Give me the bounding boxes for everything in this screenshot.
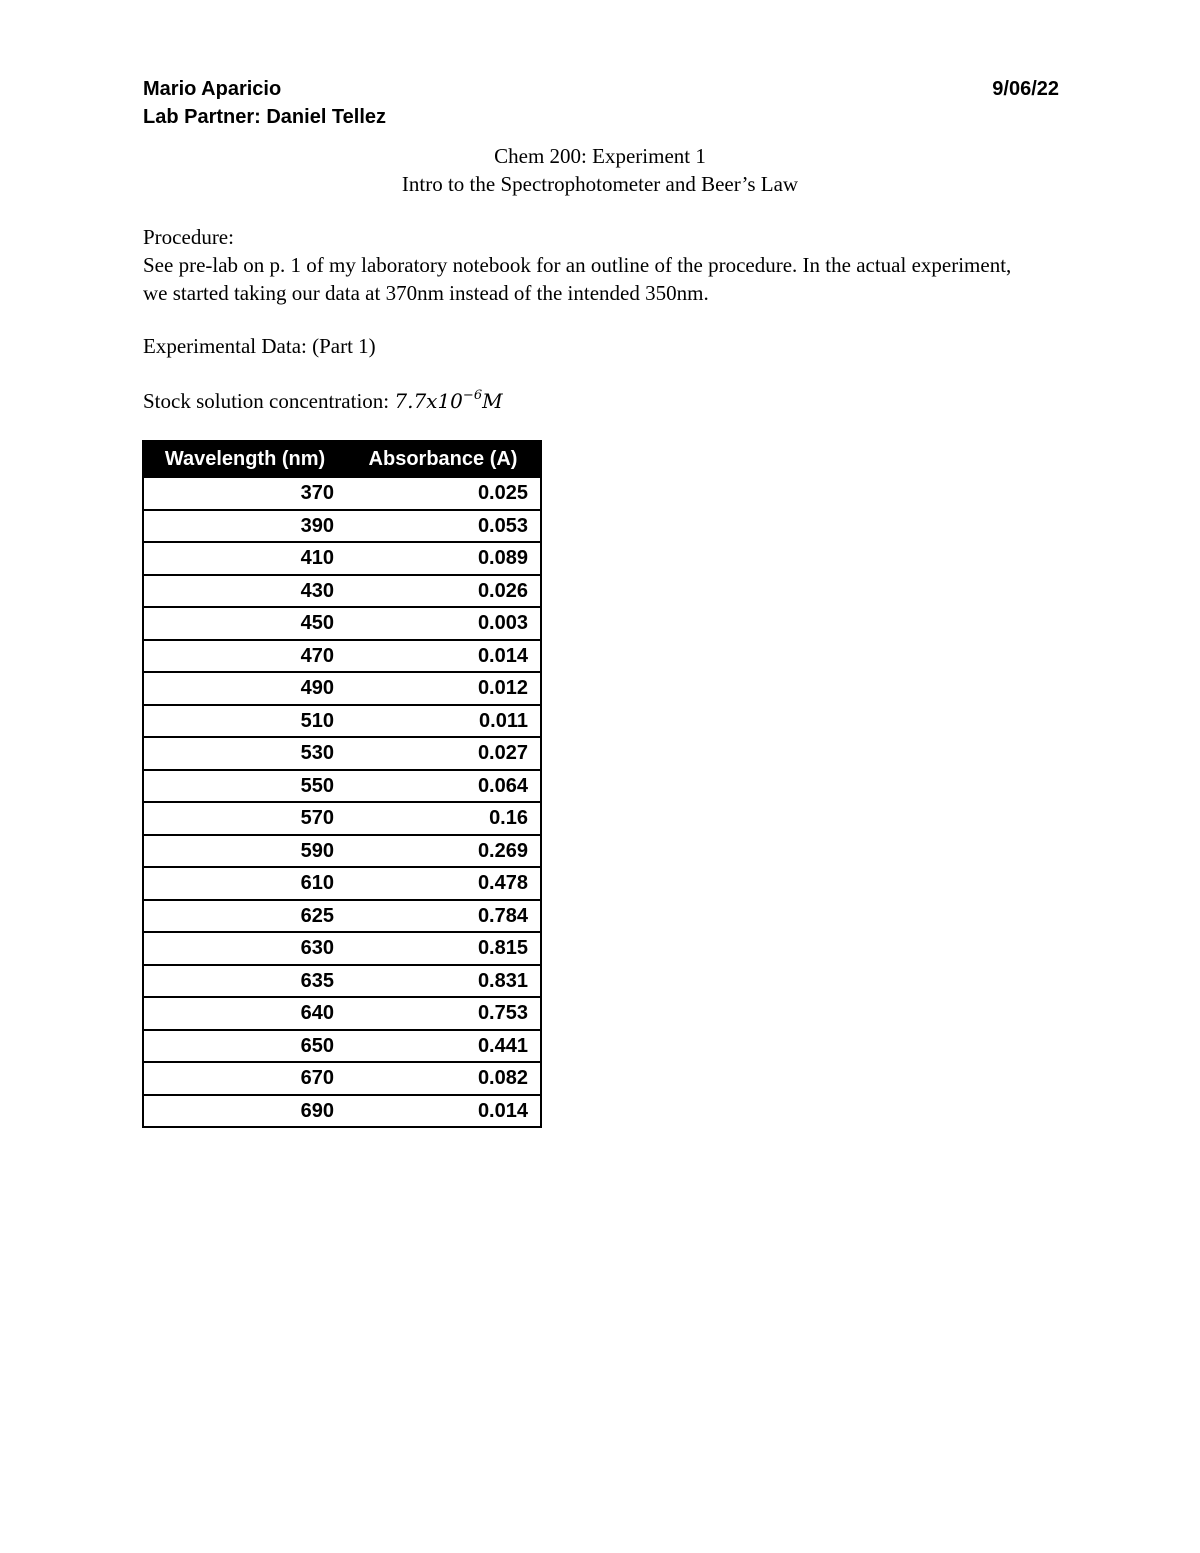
absorbance-cell: 0.064 xyxy=(346,770,540,803)
absorbance-cell: 0.014 xyxy=(346,640,540,673)
experimental-data-heading: Experimental Data: (Part 1) xyxy=(143,334,376,358)
procedure-text: See pre-lab on p. 1 of my laboratory notebook for an outline of the procedure. In the actual experiment, we started taking our data at 370nm instead of the intended 350nm. xyxy=(143,253,1012,305)
wavelength-cell: 650 xyxy=(144,1030,346,1063)
absorbance-cell: 0.003 xyxy=(346,607,540,640)
wavelength-cell: 510 xyxy=(144,705,346,738)
stock-exponent: −6 xyxy=(462,388,483,403)
table-row xyxy=(144,835,540,868)
wavelength-cell: 690 xyxy=(144,1095,346,1127)
stock-label: Stock solution concentration: xyxy=(143,389,395,413)
author-name: Mario Aparicio xyxy=(143,78,282,100)
wavelength-cell: 490 xyxy=(144,672,346,705)
absorbance-cell: 0.478 xyxy=(346,867,540,900)
data-table xyxy=(144,442,540,1126)
title-line-1: Chem 200: Experiment 1 xyxy=(494,144,706,168)
lab-partner: Lab Partner: Daniel Tellez xyxy=(143,106,387,128)
absorbance-cell: 0.012 xyxy=(346,672,540,705)
wavelength-cell: 390 xyxy=(144,510,346,543)
table-row xyxy=(144,575,540,608)
absorbance-cell: 0.014 xyxy=(346,1095,540,1127)
wavelength-cell: 470 xyxy=(144,640,346,673)
table-row xyxy=(144,770,540,803)
stock-concentration xyxy=(143,387,1043,415)
table-row xyxy=(144,900,540,933)
table-row xyxy=(144,510,540,543)
table-row xyxy=(144,705,540,738)
wavelength-cell: 550 xyxy=(144,770,346,803)
table-row xyxy=(144,802,540,835)
absorbance-cell: 0.025 xyxy=(346,477,540,510)
document-date: 9/06/22 xyxy=(992,78,1059,100)
absorbance-cell: 0.784 xyxy=(346,900,540,933)
procedure-heading: Procedure: xyxy=(143,225,234,249)
stock-base: 7.7x10 xyxy=(394,389,463,413)
wavelength-cell: 370 xyxy=(144,477,346,510)
stock-value xyxy=(394,389,502,413)
table-row xyxy=(144,640,540,673)
table-header-row xyxy=(144,442,540,477)
absorbance-table xyxy=(142,440,542,1128)
table-row xyxy=(144,965,540,998)
absorbance-cell: 0.269 xyxy=(346,835,540,868)
absorbance-cell: 0.011 xyxy=(346,705,540,738)
document-title xyxy=(0,142,1200,198)
absorbance-cell: 0.026 xyxy=(346,575,540,608)
header-absorbance: Absorbance (A) xyxy=(346,442,540,477)
table-row xyxy=(144,542,540,575)
table-row xyxy=(144,1030,540,1063)
absorbance-cell: 0.441 xyxy=(346,1030,540,1063)
absorbance-cell: 0.027 xyxy=(346,737,540,770)
table-body xyxy=(144,477,540,1126)
table-row xyxy=(144,932,540,965)
table-row xyxy=(144,737,540,770)
wavelength-cell: 590 xyxy=(144,835,346,868)
wavelength-cell: 610 xyxy=(144,867,346,900)
table-row xyxy=(144,1062,540,1095)
wavelength-cell: 450 xyxy=(144,607,346,640)
wavelength-cell: 570 xyxy=(144,802,346,835)
table-row xyxy=(144,997,540,1030)
wavelength-cell: 635 xyxy=(144,965,346,998)
absorbance-cell: 0.089 xyxy=(346,542,540,575)
title-line-2: Intro to the Spectrophotometer and Beer’s Law xyxy=(401,172,799,196)
wavelength-cell: 430 xyxy=(144,575,346,608)
wavelength-cell: 625 xyxy=(144,900,346,933)
wavelength-cell: 640 xyxy=(144,997,346,1030)
table-row xyxy=(144,607,540,640)
table-row xyxy=(144,477,540,510)
table-row xyxy=(144,672,540,705)
absorbance-cell: 0.831 xyxy=(346,965,540,998)
absorbance-cell: 0.053 xyxy=(346,510,540,543)
wavelength-cell: 530 xyxy=(144,737,346,770)
wavelength-cell: 630 xyxy=(144,932,346,965)
table-row xyxy=(144,867,540,900)
absorbance-cell: 0.082 xyxy=(346,1062,540,1095)
wavelength-cell: 410 xyxy=(144,542,346,575)
header-wavelength: Wavelength (nm) xyxy=(144,442,346,477)
absorbance-cell: 0.16 xyxy=(346,802,540,835)
absorbance-cell: 0.753 xyxy=(346,997,540,1030)
table-row xyxy=(144,1095,540,1127)
stock-unit: M xyxy=(482,389,503,413)
wavelength-cell: 670 xyxy=(144,1062,346,1095)
absorbance-cell: 0.815 xyxy=(346,932,540,965)
